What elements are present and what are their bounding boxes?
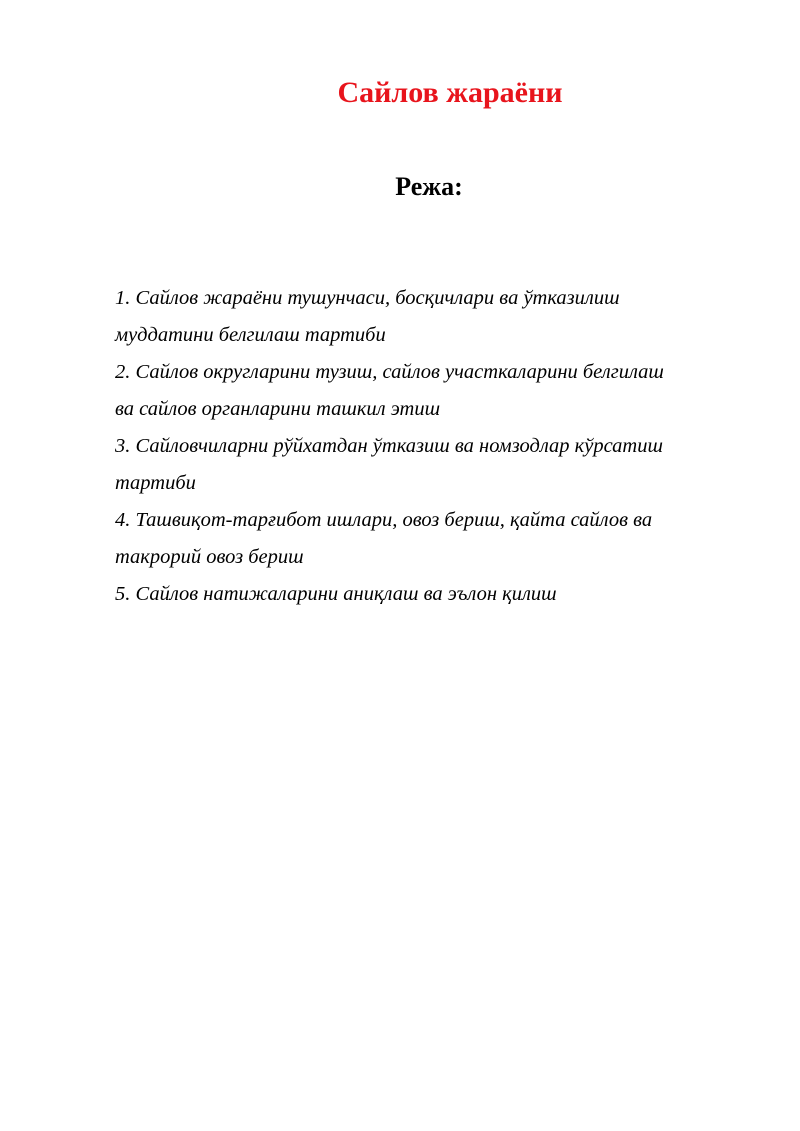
plan-item-5: 5. Сайлов натижаларини аниқлаш ва эълон қилиш <box>115 583 557 605</box>
plan-list <box>115 280 675 613</box>
plan-item-4: 4. Ташвиқот-тарғибот ишлари, овоз бериш, қайта сайлов ва такрорий овоз бериш <box>115 509 653 568</box>
plan-heading: Режа: <box>395 172 463 201</box>
plan-item-3: 3. Сайловчиларни рўйхатдан ўтказиш ва номзодлар кўрсатиш тартиби <box>115 435 663 494</box>
plan-item-1: 1. Сайлов жараёни тушунчаси, босқичлари ва ўтказилиш муддатини белгилаш тартиби <box>115 287 620 346</box>
document-title: Сайлов жараёни <box>337 76 563 109</box>
plan-item-2: 2. Сайлов округларини тузиш, сайлов участкаларини белгилаш ва сайлов органларини ташкил этиш <box>115 361 664 420</box>
